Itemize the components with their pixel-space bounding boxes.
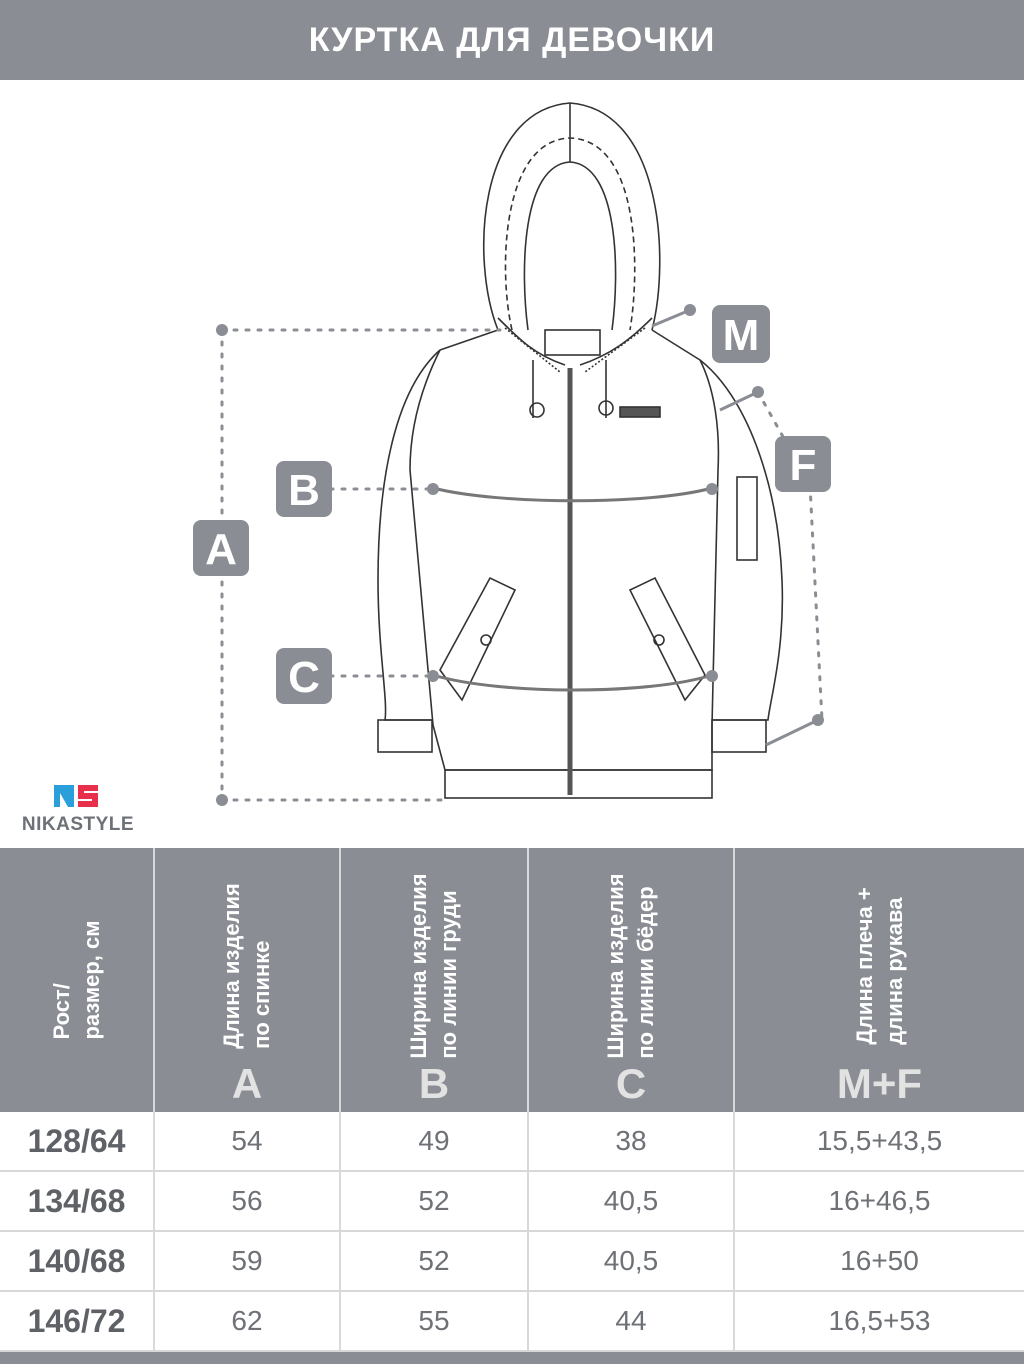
cell-b: 55 (340, 1291, 528, 1351)
cell-mf: 15,5+43,5 (734, 1112, 1024, 1171)
cell-a: 62 (154, 1291, 340, 1351)
label-f-badge (775, 436, 831, 492)
header-sleeve (734, 848, 1024, 1112)
cell-a: 59 (154, 1231, 340, 1291)
cell-c: 40,5 (528, 1171, 734, 1231)
header-bar (0, 0, 1024, 80)
table-row (0, 1171, 1024, 1231)
header-hips (528, 848, 734, 1112)
table-row (0, 1291, 1024, 1351)
header-chest-letter: B (418, 1060, 450, 1107)
header-length-label: Длина изделия по спинке (219, 883, 274, 1049)
cell-size: 146/72 (0, 1291, 154, 1351)
cell-size: 128/64 (0, 1112, 154, 1171)
header-sleeve-label: Длина плеча + длина рукава (851, 887, 907, 1045)
label-c: C (288, 653, 320, 702)
cell-size: 140/68 (0, 1231, 154, 1291)
cell-mf: 16+50 (734, 1231, 1024, 1291)
cell-c: 44 (528, 1291, 734, 1351)
cell-c: 38 (528, 1112, 734, 1171)
jacket-icon (378, 103, 782, 798)
brand-logo (18, 780, 138, 840)
page-title: КУРТКА ДЛЯ ДЕВОЧКИ (308, 20, 716, 59)
ns-logo-icon (54, 783, 98, 809)
cell-mf: 16,5+53 (734, 1291, 1024, 1351)
label-m: M (722, 311, 760, 360)
cell-a: 54 (154, 1112, 340, 1171)
cell-size: 134/68 (0, 1171, 154, 1231)
size-table (0, 848, 1024, 1352)
header-chest-label: Ширина изделия по линии груди (406, 873, 461, 1059)
header-size-label: Рост/ размер, см (48, 920, 104, 1040)
cell-b: 49 (340, 1112, 528, 1171)
label-b-badge (276, 461, 332, 517)
header-sleeve-letter: M+F (836, 1060, 923, 1107)
header-hips-label: Ширина изделия по линии бёдер (603, 873, 658, 1059)
header-length (154, 848, 340, 1112)
table-row (0, 1112, 1024, 1171)
label-b: B (288, 466, 320, 515)
cell-b: 52 (340, 1171, 528, 1231)
cell-a: 56 (154, 1171, 340, 1231)
label-m-badge (712, 305, 770, 363)
table-header-row (0, 848, 1024, 1112)
header-hips-letter: C (615, 1060, 647, 1107)
header-size (0, 848, 154, 1112)
cell-b: 52 (340, 1231, 528, 1291)
cell-c: 40,5 (528, 1231, 734, 1291)
jacket-diagram (0, 80, 1024, 840)
brand-name: NIKASTYLE (21, 814, 135, 835)
label-a-badge (193, 520, 249, 576)
label-c-badge (276, 648, 332, 704)
cell-mf: 16+46,5 (734, 1171, 1024, 1231)
label-a: A (205, 525, 237, 574)
table-row (0, 1231, 1024, 1291)
header-chest (340, 848, 528, 1112)
label-f: F (789, 441, 817, 490)
footer-bar (0, 1352, 1024, 1364)
header-length-letter: A (231, 1060, 263, 1107)
